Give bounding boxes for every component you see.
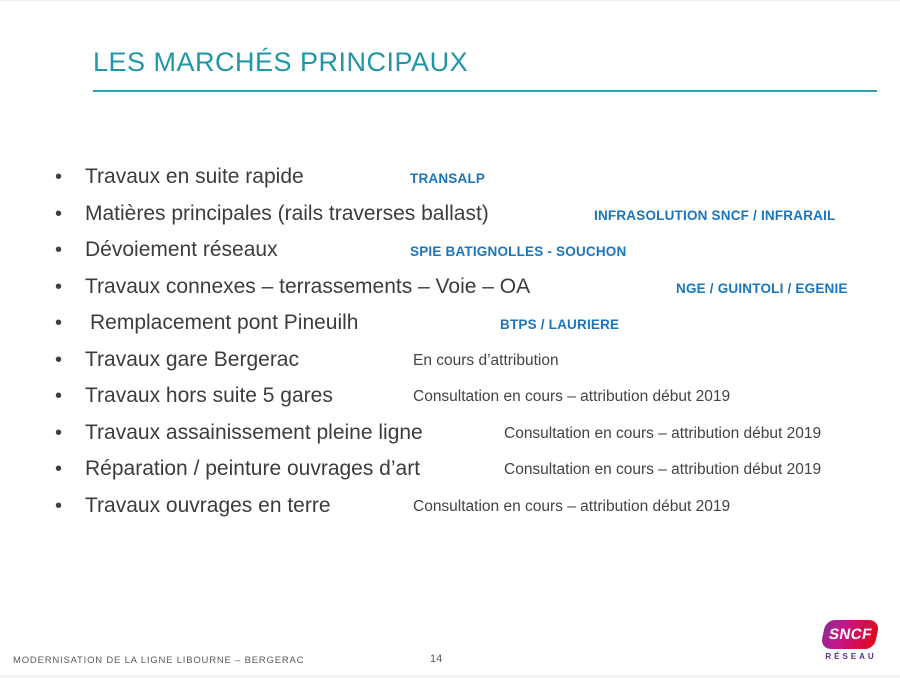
item-annotation: BTPS / LAURIERE	[500, 317, 620, 332]
list-item	[50, 232, 890, 269]
bullet-icon: •	[55, 421, 63, 444]
item-annotation: TRANSALP	[410, 171, 486, 186]
list-item	[50, 451, 890, 488]
item-annotation: Consultation en cours – attribution début 2019	[413, 388, 731, 405]
item-annotation: NGE / GUINTOLI / EGENIE	[676, 280, 848, 296]
list-item	[50, 269, 890, 306]
list-item	[50, 378, 890, 415]
item-label: Travaux ouvrages en terre	[85, 493, 331, 517]
bullet-icon: •	[55, 275, 63, 298]
item-annotation: En cours d’attribution	[413, 351, 559, 369]
bullet-icon: •	[55, 202, 63, 225]
sncf-reseau-logo	[819, 620, 883, 665]
bullet-icon: •	[55, 312, 63, 334]
slide	[0, 1, 900, 678]
bullet-list	[50, 159, 890, 524]
list-item	[50, 305, 890, 342]
title-underline	[93, 90, 877, 92]
sncf-logo-icon	[820, 620, 880, 649]
item-annotation: SPIE BATIGNOLLES - SOUCHON	[410, 244, 627, 259]
item-label: Dévoiement réseaux	[85, 238, 278, 261]
item-label: Travaux connexes – terrassements – Voie – OA	[85, 274, 531, 298]
bullet-icon: •	[55, 494, 63, 517]
sncf-logo-text: SNCF	[827, 626, 873, 643]
bullet-icon: •	[55, 166, 63, 188]
item-label: Remplacement pont Pineuilh	[90, 311, 359, 334]
list-item	[50, 196, 890, 233]
page-title: LES MARCHÉS PRINCIPAUX	[93, 47, 469, 77]
item-label: Travaux en suite rapide	[85, 165, 304, 188]
item-annotation: INFRASOLUTION SNCF / INFRARAIL	[594, 207, 836, 223]
footer-project-title: MODERNISATION DE LA LIGNE LIBOURNE – BERGERAC	[13, 655, 305, 666]
bullet-icon: •	[55, 385, 63, 407]
list-item	[50, 159, 890, 196]
page-number: 14	[430, 653, 443, 665]
item-label: Matières principales (rails traverses ballast)	[85, 201, 489, 225]
item-annotation: Consultation en cours – attribution début 2019	[413, 497, 731, 515]
bullet-icon: •	[55, 458, 63, 480]
item-annotation: Consultation en cours – attribution début 2019	[504, 424, 822, 442]
reseau-logo-text: RÉSEAU	[825, 652, 877, 661]
item-label: Travaux gare Bergerac	[85, 347, 299, 371]
item-label: Travaux hors suite 5 gares	[85, 384, 333, 407]
item-label: Réparation / peinture ouvrages d’art	[85, 457, 421, 480]
bullet-icon: •	[55, 348, 63, 371]
item-label: Travaux assainissement pleine ligne	[85, 420, 423, 444]
list-item	[50, 342, 890, 379]
list-item	[50, 488, 890, 525]
list-item	[50, 415, 890, 452]
bullet-icon: •	[55, 239, 63, 261]
item-annotation: Consultation en cours – attribution début 2019	[504, 461, 822, 478]
